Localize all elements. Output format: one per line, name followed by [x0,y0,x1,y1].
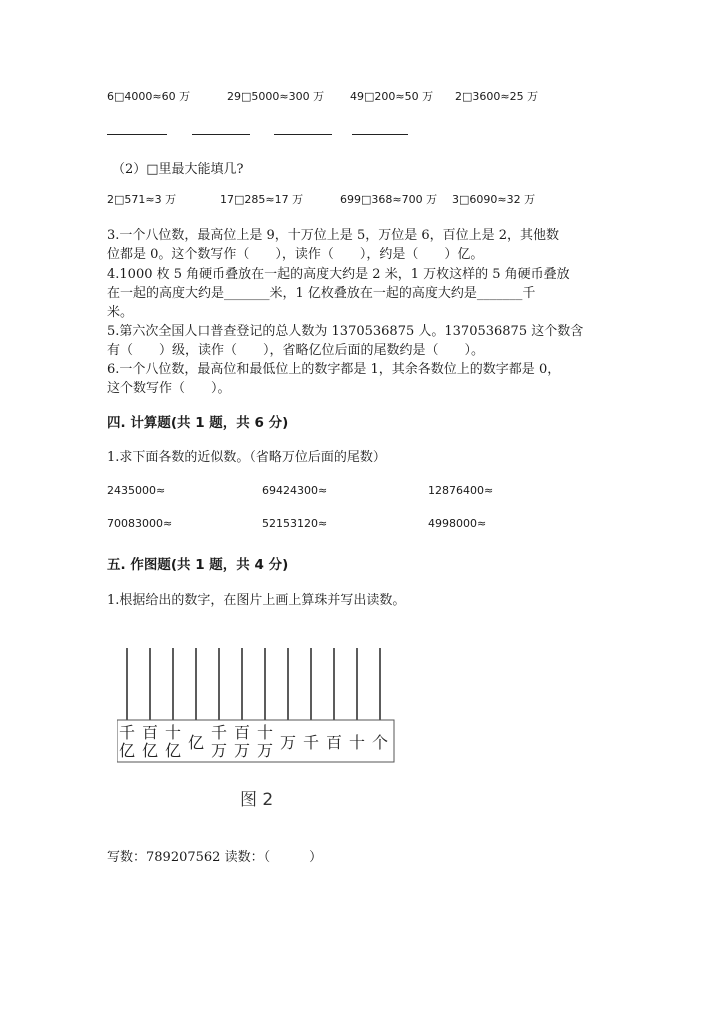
q1-item-4: 2□3600≈25 万 [455,90,539,103]
abacus-rods [127,648,380,720]
abacus-place-label: 十 [256,723,274,742]
abacus-place-label: 亿 [118,741,136,760]
abacus-place-label: 亿 [141,741,159,760]
q1-item-1: 6□4000≈60 万 [107,90,191,103]
answer-blank-1[interactable] [107,134,167,135]
answer-blank-2[interactable] [192,134,250,135]
abacus-place-label: 百 [141,723,159,742]
section-4-question: 1.求下面各数的近似数。（省略万位后面的尾数） [107,450,386,465]
abacus-place-label: 十 [348,733,366,752]
abacus-place-label: 万 [279,733,297,752]
q4-line-1: 4.1000 枚 5 角硬币叠放在一起的高度大约是 2 米，1 万枚这样的 5 角硬币叠放 [107,267,570,282]
q1-item-2: 29□5000≈300 万 [227,90,325,103]
abacus-place-label: 十 [164,723,182,742]
abacus-place-label: 亿 [187,733,205,752]
approx-item-6: 4998000≈ [428,517,487,530]
section-4-title: 四. 计算题(共 1 题，共 6 分) [107,415,289,431]
section-5-title: 五. 作图题(共 1 题，共 4 分) [107,557,289,573]
q4-line-3: 米。 [107,305,134,320]
q5-line-1: 5.第六次全国人口普查登记的总人数为 1370536875 人。1370536875 这个数含 [107,324,584,339]
q6-line-2: 这个数写作（ ）。 [107,381,231,396]
section-5-question: 1.根据给出的数字，在图片上画上算珠并写出读数。 [107,593,406,608]
q4-line-2: 在一起的高度大约是_______米，1 亿枚叠放在一起的高度大约是_______千 [107,286,536,301]
q5-line-2: 有（ ）级，读作（ ），省略亿位后面的尾数约是（ ）。 [107,343,485,358]
abacus-place-label: 千 [210,723,228,742]
q3-line-1: 3.一个八位数，最高位上是 9，十万位上是 5，万位是 6，百位上是 2，其他数 [107,228,560,243]
answer-blank-4[interactable] [352,134,408,135]
abacus-place-label: 亿 [164,741,182,760]
abacus-figure[interactable] [117,644,397,769]
q6-line-1: 6.一个八位数，最高位和最低位上的数字都是 1，其余各数位上的数字都是 0， [107,362,561,377]
q2-item-4: 3□6090≈32 万 [452,193,536,206]
abacus-place-label: 百 [325,733,343,752]
abacus-place-label: 个 [371,733,389,752]
q2-title: （2）□里最大能填几? [112,162,244,177]
abacus-place-label: 百 [233,723,251,742]
approx-item-2: 69424300≈ [262,484,328,497]
abacus-place-label: 万 [210,741,228,760]
q2-item-1: 2□571≈3 万 [107,193,177,206]
abacus-place-labels [119,723,388,760]
approx-item-1: 2435000≈ [107,484,166,497]
abacus-place-label: 万 [233,741,251,760]
approx-item-4: 70083000≈ [107,517,173,530]
abacus-place-label: 万 [256,741,274,760]
approx-item-3: 12876400≈ [428,484,494,497]
q2-item-2: 17□285≈17 万 [220,193,304,206]
answer-line: 写数：789207562 读数：（ ） [107,850,323,865]
q1-item-3: 49□200≈50 万 [350,90,434,103]
abacus-place-label: 千 [302,733,320,752]
figure-caption: 图 2 [240,790,274,810]
abacus-place-label: 千 [118,723,136,742]
answer-blank-3[interactable] [274,134,332,135]
q3-line-2: 位都是 0。这个数写作（ ），读作（ ），约是（ ）亿。 [107,247,484,262]
approx-item-5: 52153120≈ [262,517,328,530]
q2-item-3: 699□368≈700 万 [340,193,438,206]
